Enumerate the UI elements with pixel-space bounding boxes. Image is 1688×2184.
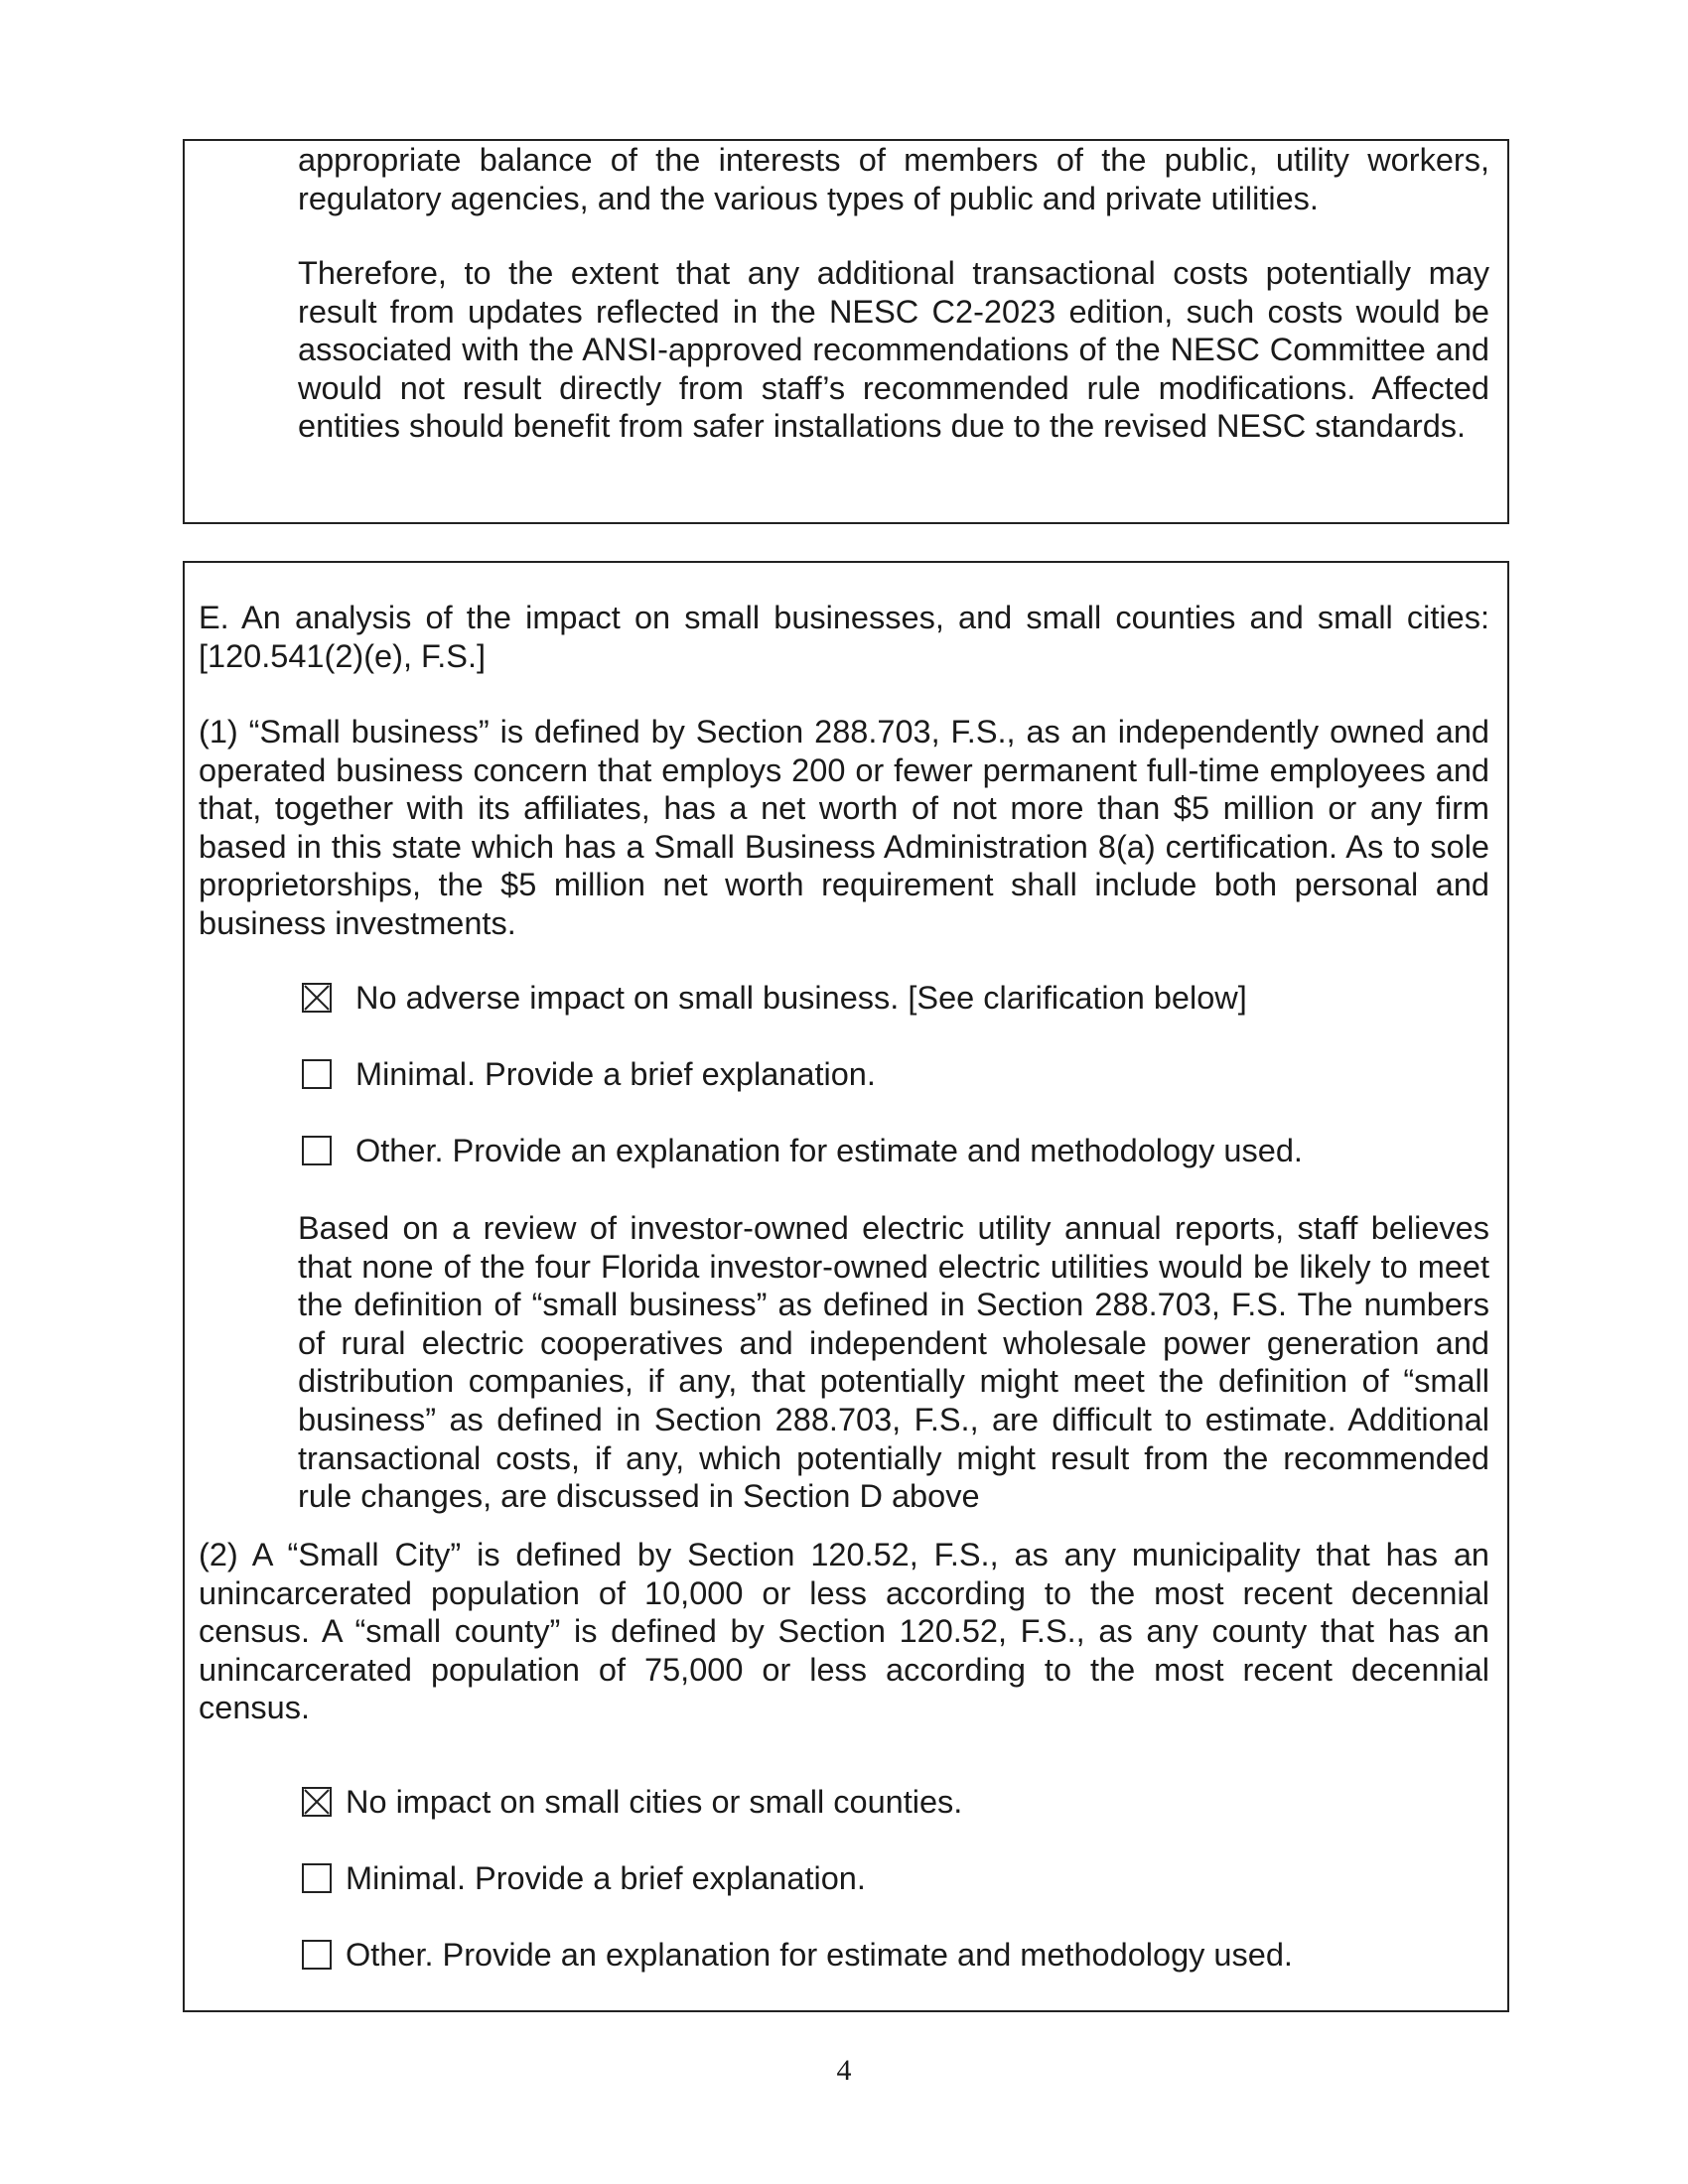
option-label: Other. Provide an explanation for estimate and methodology used. [346,1937,1293,1973]
business-explanation-paragraph: Based on a review of investor-owned electric utility annual reports, staff believes that none of the four Florida investor-owned electric utilities would be likely to meet the definition of “small business” as defined in Section 288.703, F.S. The numbers of rural electric cooperatives and independent wholesale power generation and distribution companies, if any, that potentially might meet the definition of “small business” as defined in Section 288.703, F.S., are difficult to estimate. Additional transactional costs, if any, which potentially might result from the recommended rule changes, are discussed in Section D above [298,1210,1489,1515]
page-number: 4 [836,2054,852,2087]
small-business-definition: (1) “Small business” is defined by Section 288.703, F.S., as an independently owned and operated business concern that employs 200 or fewer permanent full-time employees and that, together with its affiliates, has a net worth of not more than $5 million or any firm based in this state which has a Small Business Administration 8(a) certification. As to sole proprietorships, the $5 million net worth requirement shall include both personal and business investments. [199,714,1489,941]
checkbox-icon[interactable] [302,1136,332,1165]
small-city-county-definition: (2) A “Small City” is defined by Section 120.52, F.S., as any municipality that has an unincarcerated population of 10,000 or less according to the most recent decennial census. A “small county” is defined by Section 120.52, F.S., as any county that has an unincarcerated population of 75,000 or less according to the most recent decennial census. [199,1537,1489,1726]
checked-checkbox-icon[interactable] [302,983,332,1013]
option-other-cities[interactable] [302,1937,1293,1973]
option-label: Minimal. Provide a brief explanation. [355,1056,876,1092]
option-minimal-business[interactable] [302,1056,876,1092]
checkbox-icon[interactable] [302,1940,332,1970]
option-no-adverse-impact[interactable] [302,980,1247,1016]
option-no-impact-cities[interactable] [302,1784,962,1820]
checkbox-icon[interactable] [302,1863,332,1893]
continuation-paragraph: appropriate balance of the interests of members of the public, utility workers, regulatory agencies, and the various types of public and private utilities. [298,142,1489,216]
checkbox-icon[interactable] [302,1059,332,1089]
option-label: Minimal. Provide a brief explanation. [346,1860,866,1896]
continuation-section-box [183,139,1509,524]
option-minimal-cities[interactable] [302,1860,866,1896]
section-e-heading: E. An analysis of the impact on small businesses, and small counties and small cities: [120.541(2)(e), F.S.] [199,600,1489,674]
transactional-costs-paragraph: Therefore, to the extent that any additional transactional costs potentially may result from updates reflected in the NESC C2-2023 edition, such costs would be associated with the ANSI-approved recommendations of the NESC Committee and would not result directly from staff’s recommended rule modifications. Affected entities should benefit from safer installations due to the revised NESC standards. [298,255,1489,445]
option-label: Other. Provide an explanation for estimate and methodology used. [355,1133,1303,1168]
checked-checkbox-icon[interactable] [302,1787,332,1817]
option-label: No impact on small cities or small counties. [346,1784,963,1820]
section-e-box [183,561,1509,2012]
option-label: No adverse impact on small business. [See clarification below] [355,980,1247,1016]
option-other-business[interactable] [302,1133,1303,1168]
